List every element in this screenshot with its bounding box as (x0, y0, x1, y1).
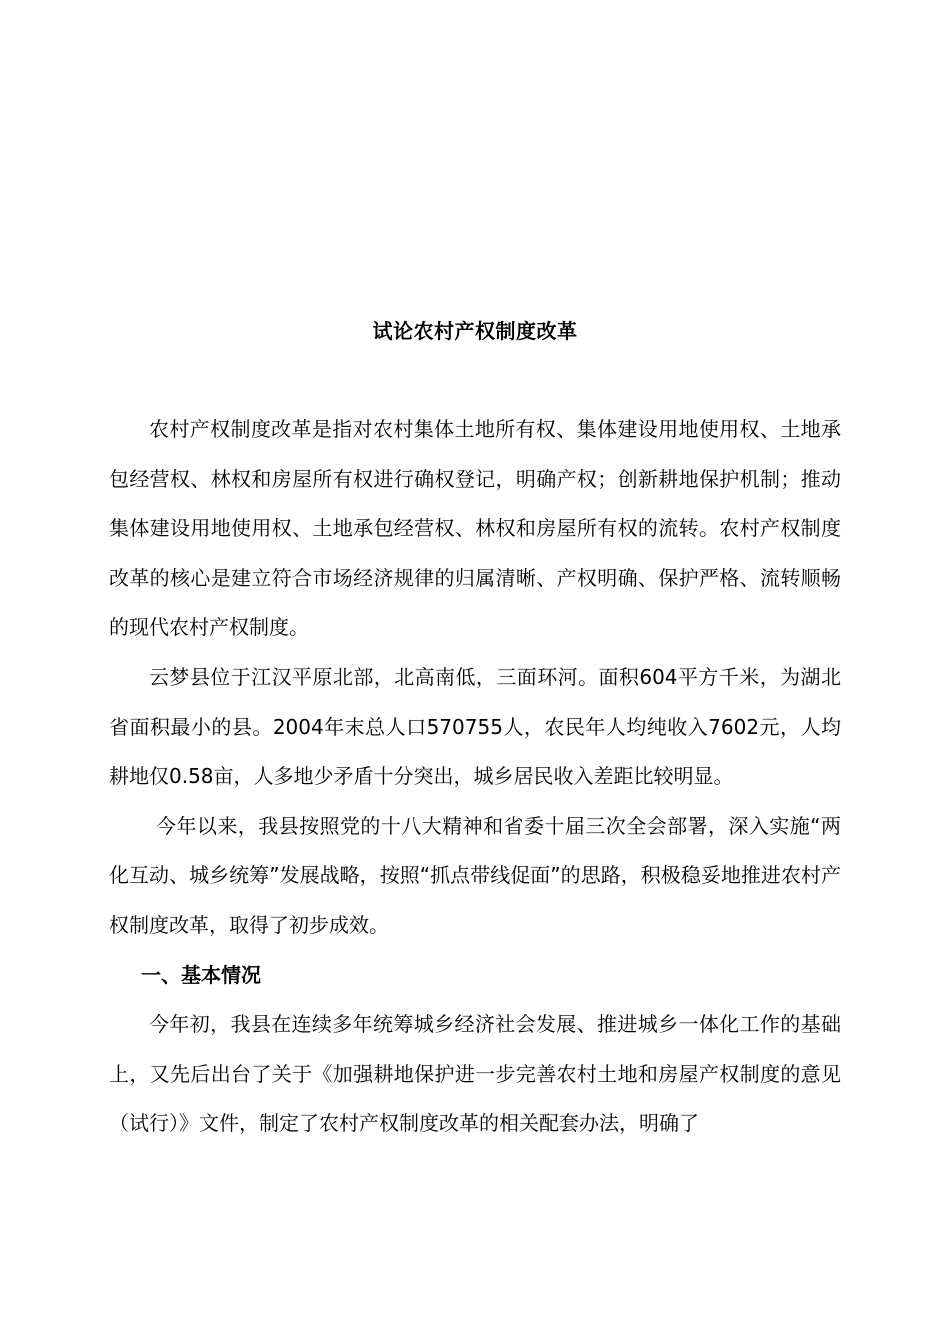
document-body (109, 405, 841, 1149)
paragraph-county-overview: 云梦县位于江汉平原北部，北高南低，三面环河。面积604平方千米，为湖北省面积最小的县。2004年末总人口570755人，农民年人均纯收入7602元，人均耕地仅0.58亩，人多地少矛盾十分突出，城乡居民收入差距比较明显。 (109, 664, 841, 789)
paragraph-progress: 今年以来，我县按照党的十八大精神和省委十届三次全会部署，深入实施“两化互动、城乡统筹”发展战略，按照“抓点带线促面”的思路，积极稳妥地推进农村产权制度改革，取得了初步成效。 (109, 813, 841, 937)
document-title: 试论农村产权制度改革 (372, 319, 578, 343)
section-heading: 一、基本情况 (141, 962, 261, 987)
paragraph-basic-situation: 今年初，我县在连续多年统筹城乡经济社会发展、推进城乡一体化工作的基础上，又先后出台了关于《加强耕地保护进一步完善农村土地和房屋产权制度的意见（试行）》文件，制定了农村产权制度改革的相关配套办法，明确了 (109, 1012, 841, 1136)
paragraph-definition: 农村产权制度改革是指对农村集体土地所有权、集体建设用地使用权、土地承包经营权、林权和房屋所有权进行确权登记，明确产权；创新耕地保护机制；推动集体建设用地使用权、土地承包经营权、林权和房屋所有权的流转。农村产权制度改革的核心是建立符合市场经济规律的归属清晰、产权明确、保护严格、流转顺畅的现代农村产权制度。 (109, 417, 841, 640)
